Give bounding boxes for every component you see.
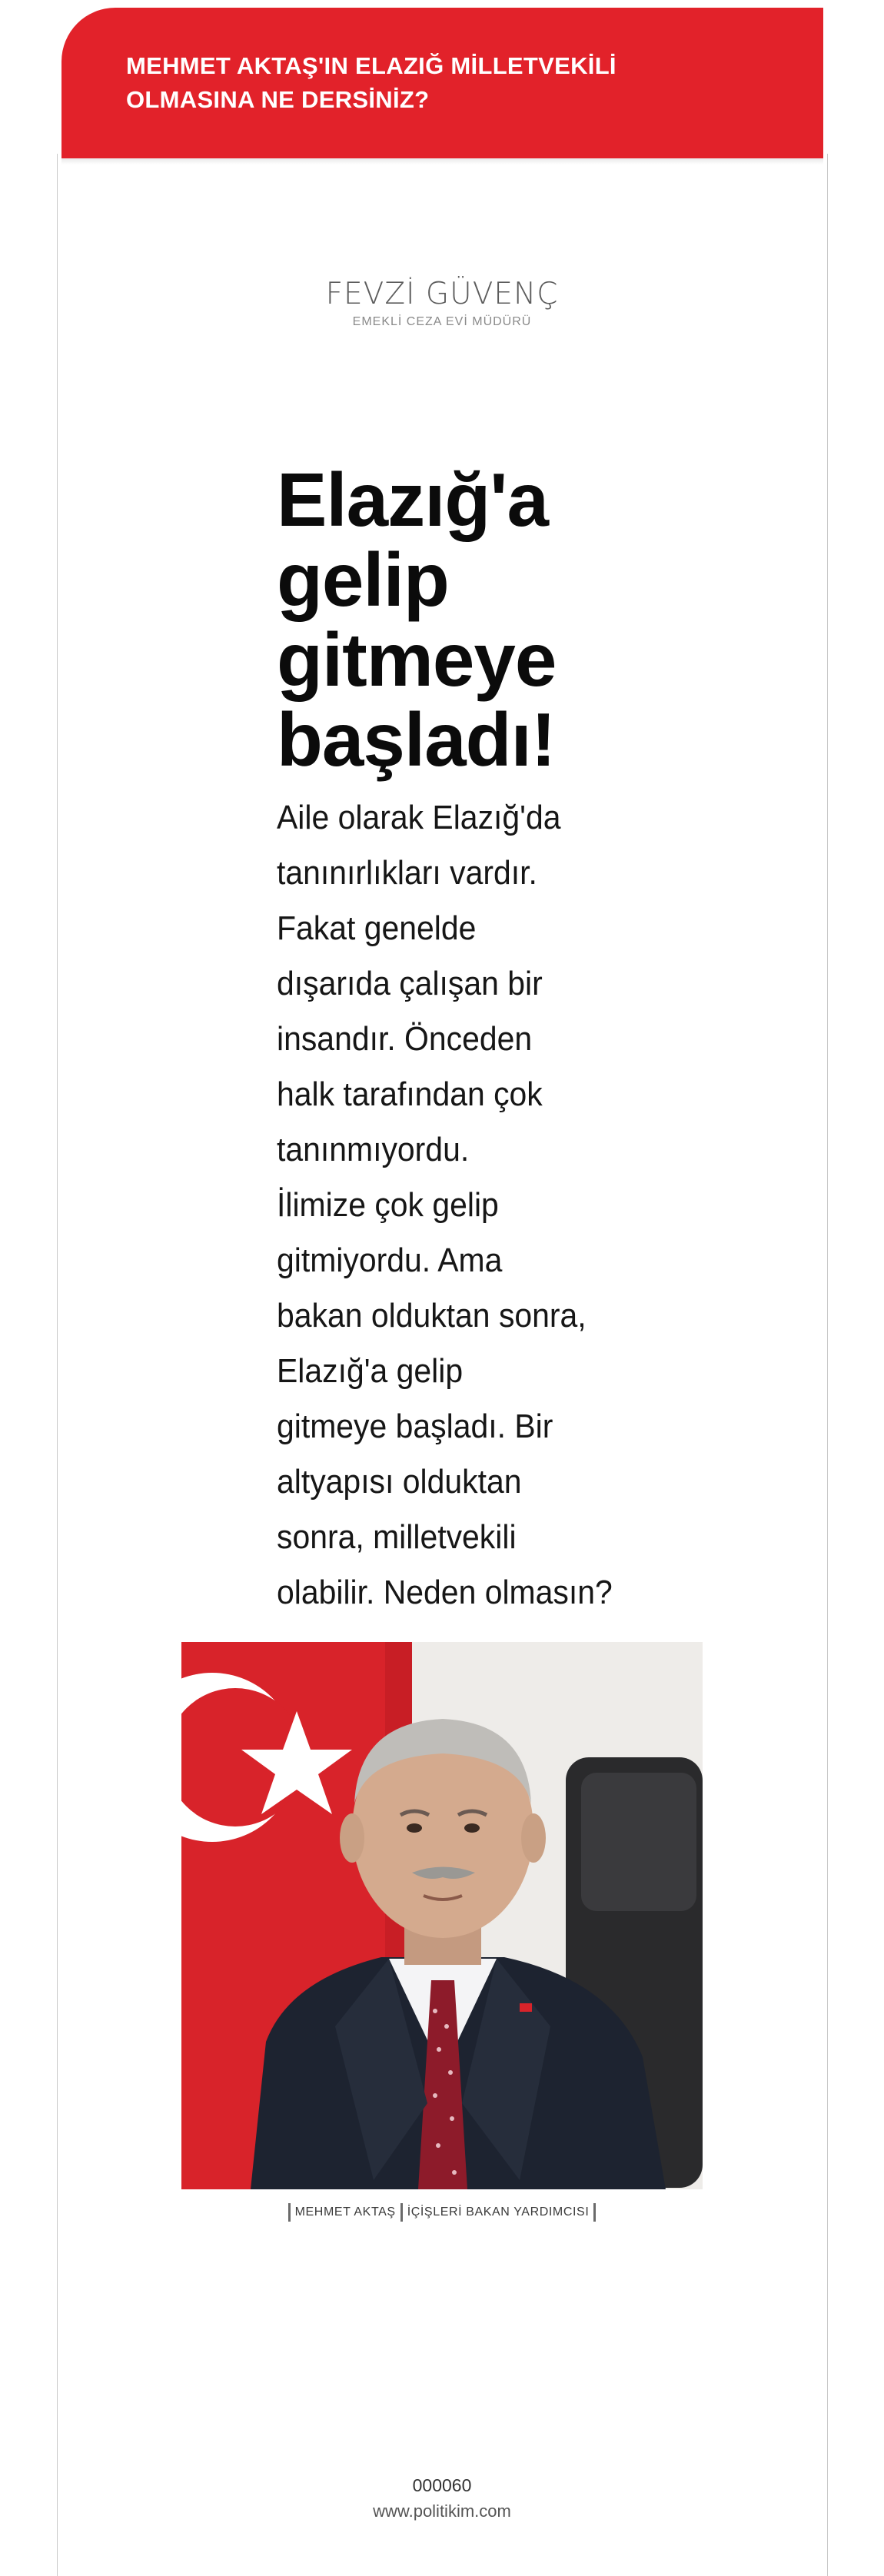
header-banner	[61, 8, 823, 158]
article-body: Aile olarak Elazığ'da tanınırlıkları vardır. Fakat genelde dışarıda çalışan bir insandır. Önceden halk tarafından çok tanınmıyordu. İlimize çok gelip gitmiyordu. Ama bakan olduktan sonra, Elazığ'a gelip gitmeye başladı. Bir altyapısı olduktan sonra, milletvekili olabilir. Neden olmasın?	[277, 799, 613, 1611]
site-url[interactable]: www.politikim.com	[373, 2501, 511, 2521]
caption-divider	[288, 2203, 291, 2222]
page-footer	[0, 2474, 884, 2523]
portrait-photo	[181, 1642, 703, 2189]
caption-name: MEHMET AKTAŞ	[294, 2205, 396, 2219]
author-role: EMEKLİ CEZA EVİ MÜDÜRÜ	[352, 315, 532, 328]
article-headline: Elazığ'a gelip gitmeye başladı!	[277, 457, 557, 782]
photo-caption	[0, 2203, 884, 2222]
caption-title: İÇİŞLERİ BAKAN YARDIMCISI	[407, 2205, 590, 2219]
caption-divider	[593, 2203, 596, 2222]
author-name: FEVZİ GÜVENÇ	[325, 277, 559, 311]
banner-shadow	[61, 158, 823, 165]
banner-title: MEHMET AKTAŞ'IN ELAZIĞ MİLLETVEKİLİ OLMASINA NE DERSİNİZ?	[126, 52, 616, 113]
caption-divider	[400, 2203, 403, 2222]
author-block	[0, 277, 884, 331]
page-code: 000060	[412, 2475, 472, 2495]
